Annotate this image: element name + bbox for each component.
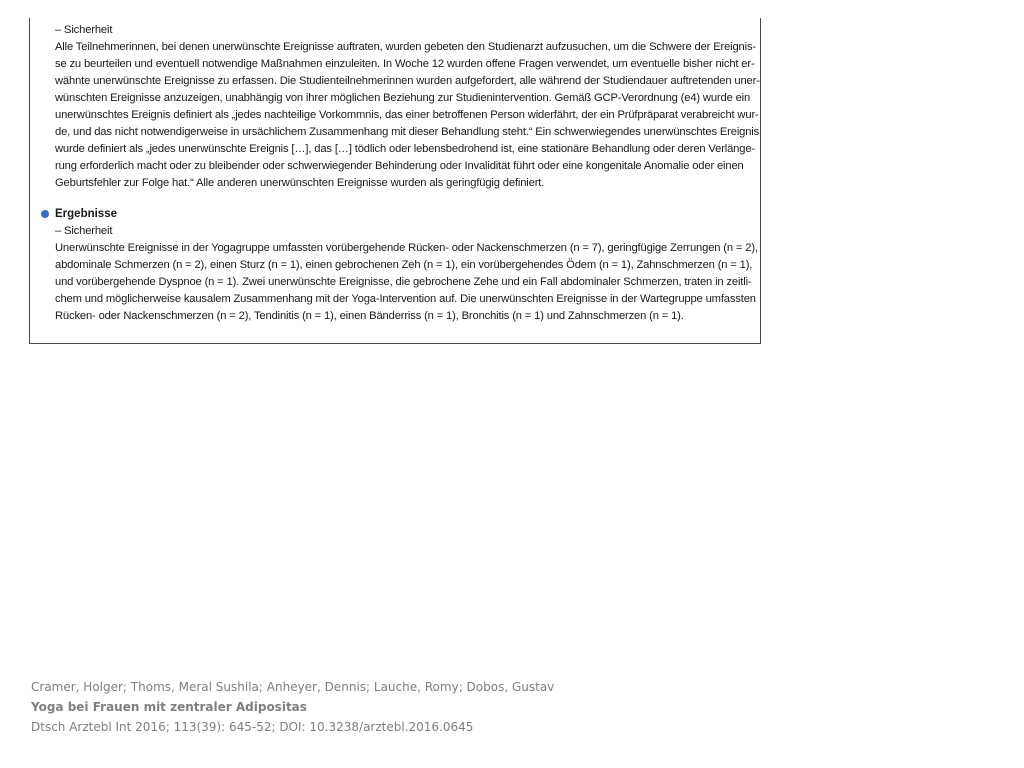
results-subheading: – Sicherheit: [55, 225, 113, 237]
paragraph-line: abdominale Schmerzen (n = 2), einen Sturz (n = 1), einen gebrochenen Zeh (n = 1), ein vorübergehendes Ödem (n = 1), Zahnschmerzen (n = 1),: [55, 259, 753, 271]
citation-block: [31, 677, 554, 737]
safety-methods-section: [55, 22, 760, 192]
paragraph-line: wurde definiert als „jedes unerwünschte Ereignis […], das […] tödlich oder lebensbedrohend ist, eine stationäre Behandlung oder deren Verlänge-: [55, 143, 755, 155]
paragraph-line: wähnte unerwünschte Ereignisse zu erfassen. Die Studienteilnehmerinnen wurden aufgefordert, alle während der Studiendauer auftretenden uner-: [55, 75, 760, 87]
results-heading-text: Ergebnisse: [55, 208, 117, 220]
citation-authors: Cramer, Holger; Thoms, Meral Sushila; Anheyer, Dennis; Lauche, Romy; Dobos, Gustav: [31, 680, 555, 694]
paragraph-line: Rücken- oder Nackenschmerzen (n = 2), Tendinitis (n = 1), einen Bänderriss (n = 1), Bronchitis (n = 1) und Zahnschmerzen (n = 1).: [55, 310, 684, 322]
paragraph-line: unerwünschtes Ereignis definiert als „jedes nachteilige Vorkommnis, das einer betroffenen Person widerfährt, der ein Prüfpräparat verabreicht wur-: [55, 109, 759, 121]
results-heading: [55, 206, 755, 223]
bullet-icon: [41, 210, 49, 218]
citation-title: Yoga bei Frauen mit zentraler Adipositas: [31, 700, 307, 714]
paragraph-line: Unerwünschte Ereignisse in der Yogagruppe umfassten vorübergehende Rücken- oder Nackenschmerzen (n = 7), geringfügige Zerrungen (n = 2),: [55, 242, 758, 254]
paragraph-line: und vorübergehende Dyspnoe (n = 1). Zwei unerwünschte Ereignisse, die gebrochene Zehe und ein Fall abdominaler Schmerzen, traten in zeitli-: [55, 276, 752, 288]
article-excerpt-box: [29, 18, 761, 344]
paragraph-line: wünschten Ereignisse anzuzeigen, unabhängig von ihrer möglichen Beziehung zur Studienintervention. Gemäß GCP-Verordnung (e4) wurde ein: [55, 92, 751, 104]
paragraph-line: Alle Teilnehmerinnen, bei denen unerwünschte Ereignisse auftraten, wurden gebeten den Studienarzt aufzusuchen, um die Schwere der Ereignis-: [55, 41, 756, 53]
paragraph-line: Geburtsfehler zur Folge hat.“ Alle anderen unerwünschten Ereignisse wurden als geringfügig definiert.: [55, 177, 545, 189]
paragraph-line: de, und das nicht notwendigerweise in ursächlichem Zusammenhang mit dieser Behandlung steht.“ Ein schwerwiegendes unerwünschtes Ereignis: [55, 126, 760, 138]
safety-subheading: – Sicherheit: [55, 24, 113, 36]
results-section: [55, 206, 758, 325]
citation-source: Dtsch Arztebl Int 2016; 113(39): 645-52; DOI: 10.3238/arztebl.2016.0645: [31, 720, 474, 734]
paragraph-line: se zu beurteilen und eventuell notwendige Maßnahmen einzuleiten. In Woche 12 wurden offene Fragen verwendet, um eventuelle bisher nicht er-: [55, 58, 755, 70]
paragraph-line: chem und möglicherweise kausalem Zusammenhang mit der Yoga-Intervention auf. Die unerwünschten Ereignisse in der Wartegruppe umfassten: [55, 293, 756, 305]
paragraph-line: rung erforderlich macht oder zu bleibender oder schwerwiegender Behinderung oder Invalidität führt oder eine kongenitale Anomalie oder einen: [55, 160, 744, 172]
